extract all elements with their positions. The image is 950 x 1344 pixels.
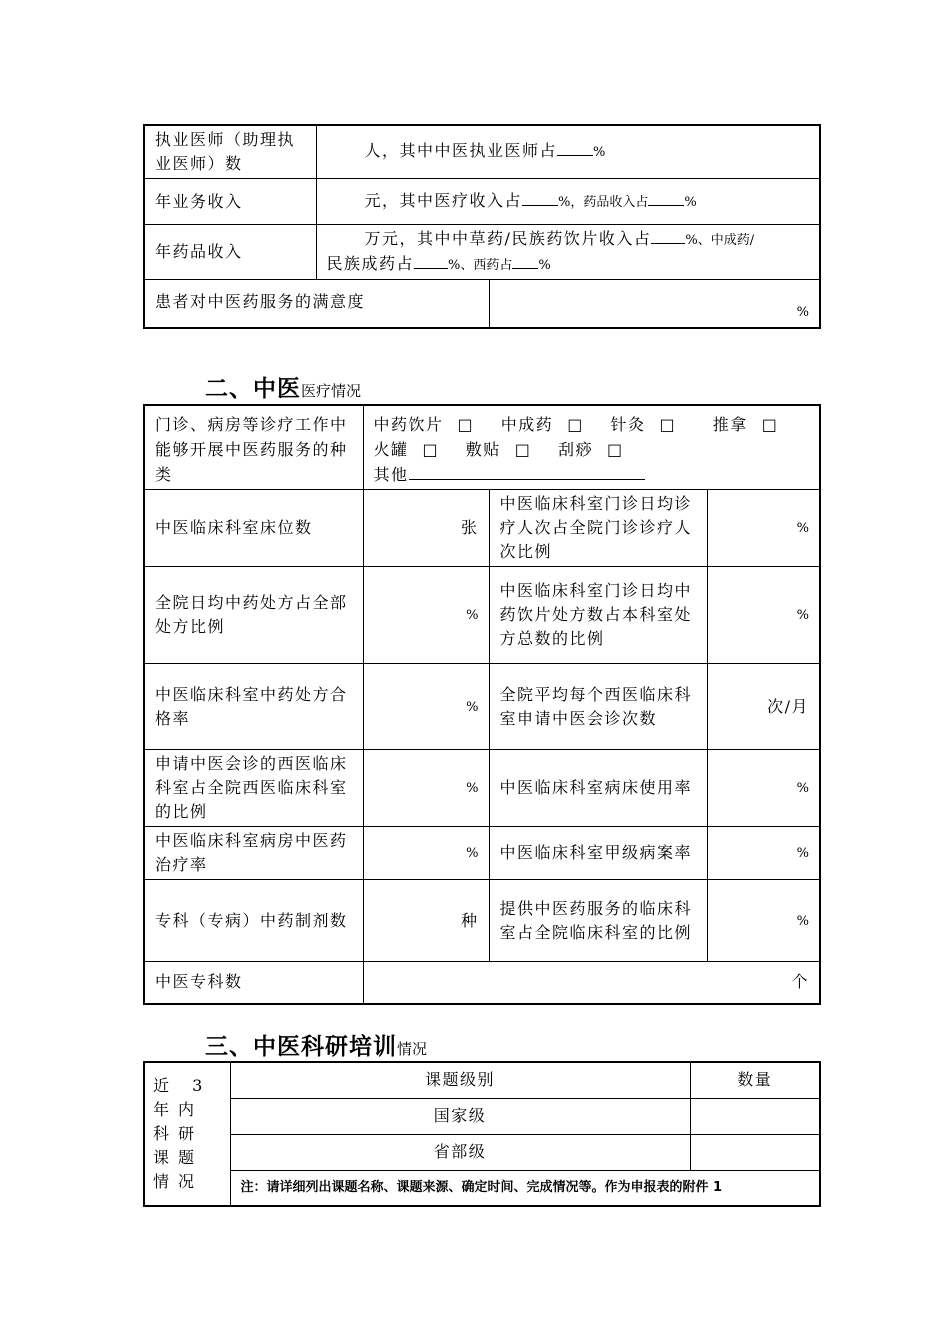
label-bed-occupancy-rate: 中医临床科室病床使用率 <box>489 750 707 827</box>
label-research-projects: 近 3 年内科研课题情况 <box>144 1062 230 1206</box>
label-service-types: 门诊、病房等诊疗工作中能够开展中医药服务的种类 <box>144 405 363 490</box>
checkbox-icon[interactable]: □ <box>567 415 584 434</box>
value-herbal-pieces-prescription-ratio[interactable]: % <box>707 567 820 664</box>
research-note: 注：请详细列出课题名称、课题来源、确定时间、完成情况等。作为申报表的附件 1 <box>230 1170 820 1206</box>
header-project-level: 课题级别 <box>230 1062 690 1098</box>
value-prescription-qualified-rate[interactable]: % <box>363 664 489 750</box>
value-consultation-dept-ratio[interactable]: % <box>363 750 489 827</box>
label-ward-treatment-rate: 中医临床科室病房中医药治疗率 <box>144 827 363 880</box>
value-national-count[interactable] <box>690 1098 820 1134</box>
label-grade-a-record-rate: 中医临床科室甲级病案率 <box>489 827 707 880</box>
value-grade-a-record-rate[interactable]: % <box>707 827 820 880</box>
label-tcm-specialty-count: 中医专科数 <box>144 962 363 1004</box>
value-provincial-count[interactable] <box>690 1134 820 1170</box>
value-annual-revenue[interactable]: 元，其中医疗收入占 %，药品收入占 % <box>316 179 820 225</box>
checkbox-icon[interactable]: □ <box>457 415 475 434</box>
section-3-heading: 三、中医科研培训情况 <box>205 1034 428 1060</box>
option-other[interactable]: 其他 <box>374 465 645 484</box>
value-tcm-beds[interactable]: 张 <box>363 490 489 567</box>
value-licensed-physicians[interactable]: 人，其中中医执业医师占 % <box>316 125 820 179</box>
label-licensed-physicians: 执业医师（助理执业医师）数 <box>144 125 316 179</box>
label-tcm-dept-ratio: 提供中医药服务的临床科室占全院临床科室的比例 <box>489 880 707 962</box>
value-bed-occupancy-rate[interactable]: % <box>707 750 820 827</box>
value-ward-treatment-rate[interactable]: % <box>363 827 489 880</box>
label-annual-drug-revenue: 年药品收入 <box>144 225 316 280</box>
checkbox-icon[interactable]: □ <box>606 440 624 459</box>
value-patient-satisfaction[interactable]: % <box>489 280 820 328</box>
label-tcm-beds: 中医临床科室床位数 <box>144 490 363 567</box>
service-types-options <box>363 405 820 490</box>
option-herbal-pieces[interactable]: 中药饮片 □ <box>374 415 495 434</box>
header-quantity: 数量 <box>690 1062 820 1098</box>
label-consultation-dept-ratio: 申请中医会诊的西医临床科室占全院西医临床科室的比例 <box>144 750 363 827</box>
checkbox-icon[interactable]: □ <box>761 415 779 434</box>
label-outpatient-visit-ratio: 中医临床科室门诊日均诊疗人次占全院门诊诊疗人次比例 <box>489 490 707 567</box>
label-herbal-prescription-ratio: 全院日均中药处方占全部处方比例 <box>144 567 363 664</box>
label-consultation-count: 全院平均每个西医临床科室申请中医会诊次数 <box>489 664 707 750</box>
value-annual-drug-revenue[interactable]: 万元，其中中草药/民族药饮片收入占 %、中成药/ 民族成药占 %、西药占 % <box>316 225 820 280</box>
research-table <box>143 1061 821 1207</box>
option-tuina[interactable]: 推拿 □ <box>713 415 779 434</box>
checkbox-icon[interactable]: □ <box>422 440 440 459</box>
blank-tcm-physician-share[interactable] <box>557 139 593 156</box>
label-herbal-pieces-prescription-ratio: 中医临床科室门诊日均中药饮片处方数占本科室处方总数的比例 <box>489 567 707 664</box>
option-application[interactable]: 敷贴 □ <box>466 440 552 459</box>
level-provincial: 省部级 <box>230 1134 690 1170</box>
tcm-medical-table <box>143 404 821 1005</box>
section-2-heading: 二、中医医疗情况 <box>205 376 362 402</box>
value-tcm-specialty-count[interactable]: 个 <box>363 962 820 1004</box>
option-cupping[interactable]: 火罐 □ <box>374 440 460 459</box>
checkbox-icon[interactable]: □ <box>514 440 532 459</box>
label-annual-revenue: 年业务收入 <box>144 179 316 225</box>
value-outpatient-visit-ratio[interactable]: % <box>707 490 820 567</box>
option-patent-medicine[interactable]: 中成药 □ <box>501 415 604 434</box>
blank-other-services[interactable] <box>409 463 645 480</box>
blank-drug-income-share[interactable] <box>648 189 684 206</box>
value-tcm-dept-ratio[interactable]: % <box>707 880 820 962</box>
blank-patent-medicine-share[interactable] <box>414 252 448 269</box>
blank-herbal-share[interactable] <box>651 227 685 244</box>
label-prescription-qualified-rate: 中医临床科室中药处方合格率 <box>144 664 363 750</box>
option-acupuncture[interactable]: 针灸 □ <box>610 415 706 434</box>
label-patient-satisfaction: 患者对中医药服务的满意度 <box>144 280 489 328</box>
level-national: 国家级 <box>230 1098 690 1134</box>
basic-info-table <box>143 124 821 329</box>
value-consultation-count[interactable]: 次/月 <box>707 664 820 750</box>
value-specialty-preparations[interactable]: 种 <box>363 880 489 962</box>
value-herbal-prescription-ratio[interactable]: % <box>363 567 489 664</box>
checkbox-icon[interactable]: □ <box>659 415 677 434</box>
option-guasha[interactable]: 刮痧 □ <box>558 440 644 459</box>
blank-medical-income-share[interactable] <box>522 189 558 206</box>
label-specialty-preparations: 专科（专病）中药制剂数 <box>144 880 363 962</box>
blank-western-medicine-share[interactable] <box>512 252 538 269</box>
